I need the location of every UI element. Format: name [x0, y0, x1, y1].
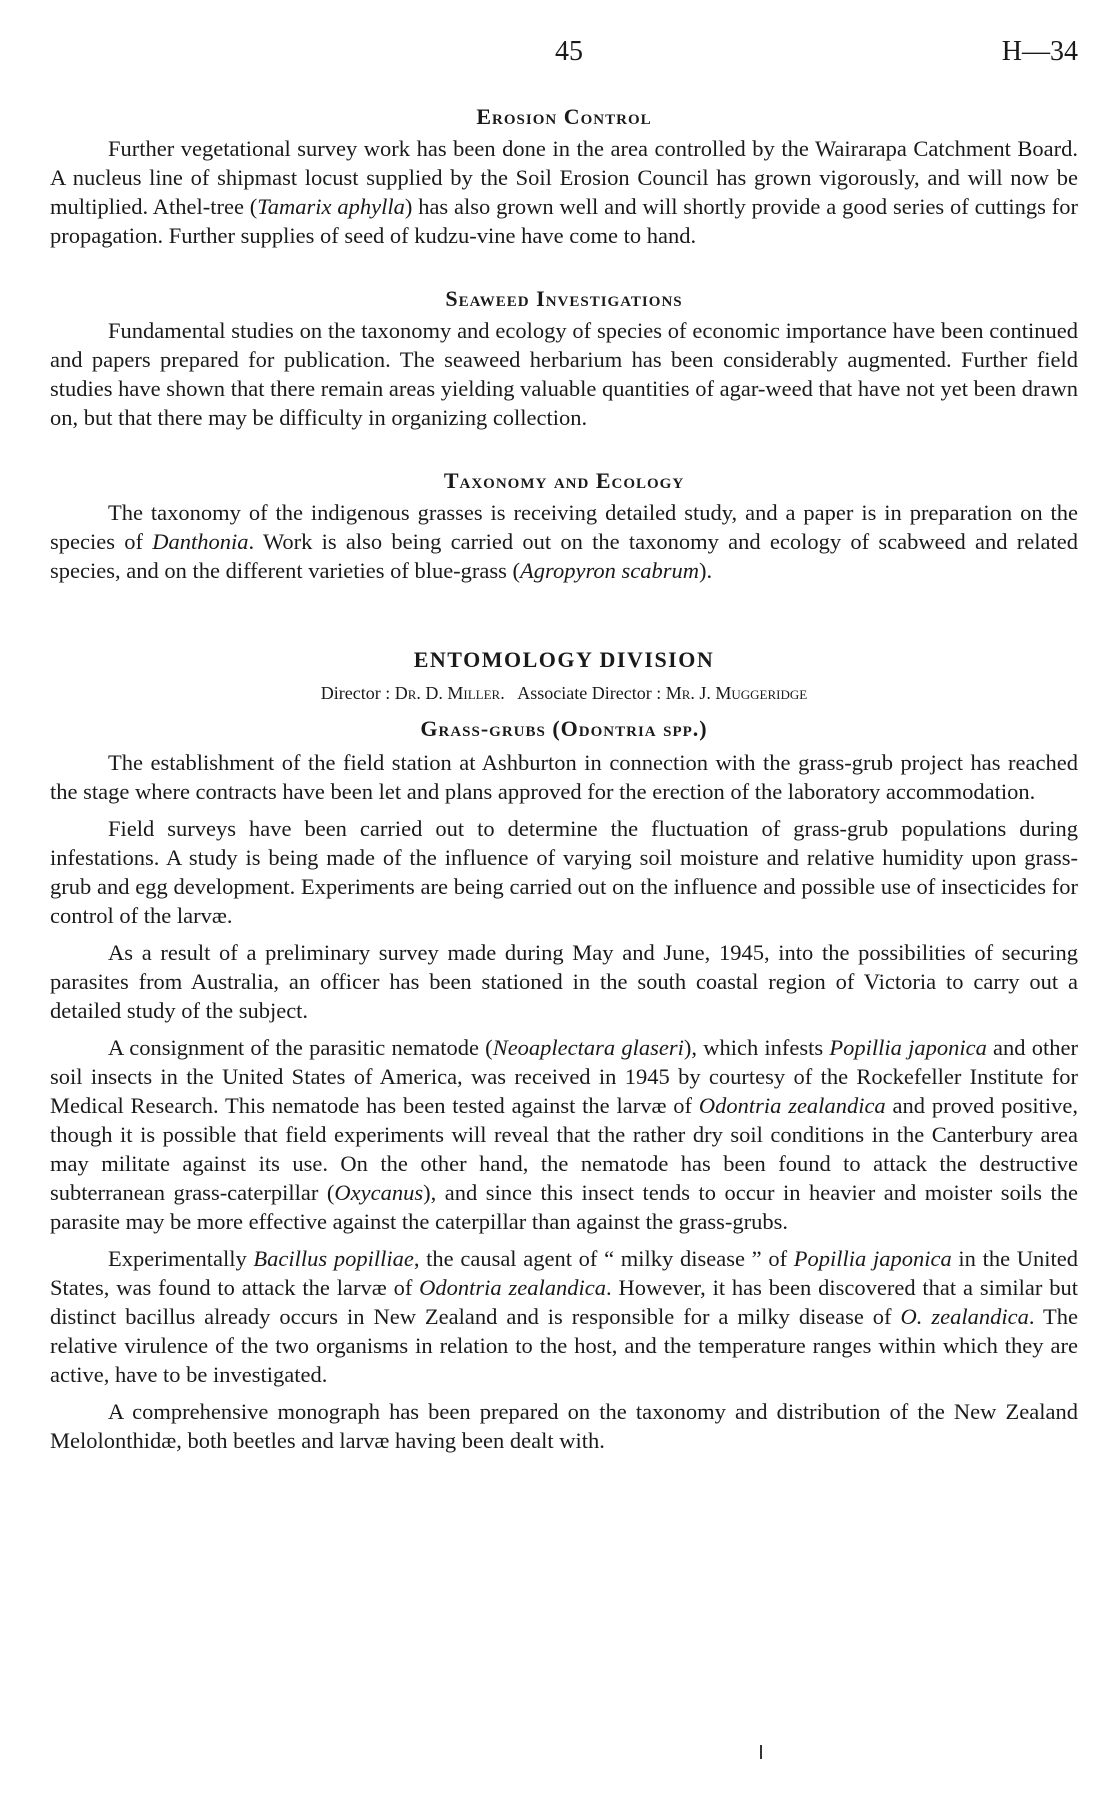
subsection-heading-grass-grubs: Grass-grubs (Odontria spp.) — [420, 716, 708, 741]
document-code: H—34 — [1001, 36, 1078, 67]
section-heading-taxonomy-ecology: Taxonomy and Ecology — [443, 468, 685, 493]
entomology-paragraph-2: Field surveys have been carried out to determine the fluctuation of grass-grub populations during infestations. A study is being made of the influence of varying soil moisture and relative humidity upon grass-grub and egg development. Experiments are being carried out on the influence and possible use of insecticides for control of the larvæ. — [50, 816, 1078, 928]
taxonomy-paragraph-1: The taxonomy of the indigenous grasses is receiving detailed study, and a paper is in preparation on the species of Danthonia. Work is also being carried out on the taxonomy and ecology of scabweed and related species, and on the different varieties of blue-grass (Agropyron scabrum). — [50, 500, 1079, 583]
page-number: 45 — [555, 36, 583, 67]
entomology-paragraph-3: As a result of a preliminary survey made during May and June, 1945, into the possibilities of securing parasites from Australia, an officer has been stationed in the south coastal region of Victoria to carry out a detailed study of the subject. — [50, 940, 1078, 1023]
page-content — [50, 104, 1078, 1455]
entomology-paragraph-6: A comprehensive monograph has been prepared on the taxonomy and distribution of the New Zealand Melolonthidæ, both beetles and larvæ having been dealt with. — [50, 1399, 1078, 1453]
seaweed-paragraph-1: Fundamental studies on the taxonomy and ecology of species of economic importance have been continued and papers prepared for publication. The seaweed herbarium has been considerably augmented. Further field studies have shown that there remain areas yielding valuable quantities of agar-weed that have not yet been drawn on, but that there may be difficulty in organizing collection. — [50, 318, 1078, 430]
division-title-entomology: ENTOMOLOGY DIVISION — [413, 647, 715, 672]
print-mark — [760, 1745, 762, 1759]
director-name: Dr. D. Miller. — [394, 683, 505, 703]
associate-director-name: Mr. J. Muggeridge — [665, 683, 808, 703]
entomology-paragraph-4: A consignment of the parasitic nematode (Neoaplectara glaseri), which infests Popillia japonica and other soil insects in the United States of America, was received in 1945 by courtesy of the Rockefeller Institute for Medical Research. This nematode has been tested against the larvæ of Odontria zealandica and proved positive, though it is possible that field experiments will reveal that the rather dry soil conditions in the Canterbury area may militate against its use. On the other hand, the nematode has been found to attack the destructive subterranean grass-caterpillar (Oxycanus), and since this insect tends to occur in heavier and moister soils the parasite may be more effective against the caterpillar than against the grass-grubs. — [50, 1035, 1079, 1234]
section-heading-seaweed-investigations: Seaweed Investigations — [445, 286, 683, 311]
division-directors — [50, 679, 1078, 708]
erosion-paragraph-1: Further vegetational survey work has been done in the area controlled by the Wairarapa Catchment Board. A nucleus line of shipmast locust supplied by the Soil Erosion Council has grown vigorously, and will now be multiplied. Athel-tree (Tamarix aphylla) has also grown well and will shortly provide a good series of cuttings for propagation. Further supplies of seed of kudzu-vine have come to hand. — [50, 136, 1078, 248]
associate-director-label: Associate Director : — [517, 683, 662, 703]
director-label: Director : — [320, 683, 391, 703]
section-heading-erosion-control: Erosion Control — [476, 104, 652, 129]
entomology-paragraph-5: Experimentally Bacillus popilliae, the causal agent of “ milky disease ” of Popillia japonica in the United States, was found to attack the larvæ of Odontria zealandica. However, it has been discovered that a similar but distinct bacillus already occurs in New Zealand and is responsible for a milky disease of O. zealandica. The relative virulence of the two organisms in relation to the host, and the temperature ranges within which they are active, have to be investigated. — [50, 1246, 1079, 1387]
entomology-paragraph-1: The establishment of the field station at Ashburton in connection with the grass-grub project has reached the stage where contracts have been let and plans approved for the erection of the laboratory accommodation. — [50, 750, 1078, 804]
page-header — [0, 36, 1114, 76]
